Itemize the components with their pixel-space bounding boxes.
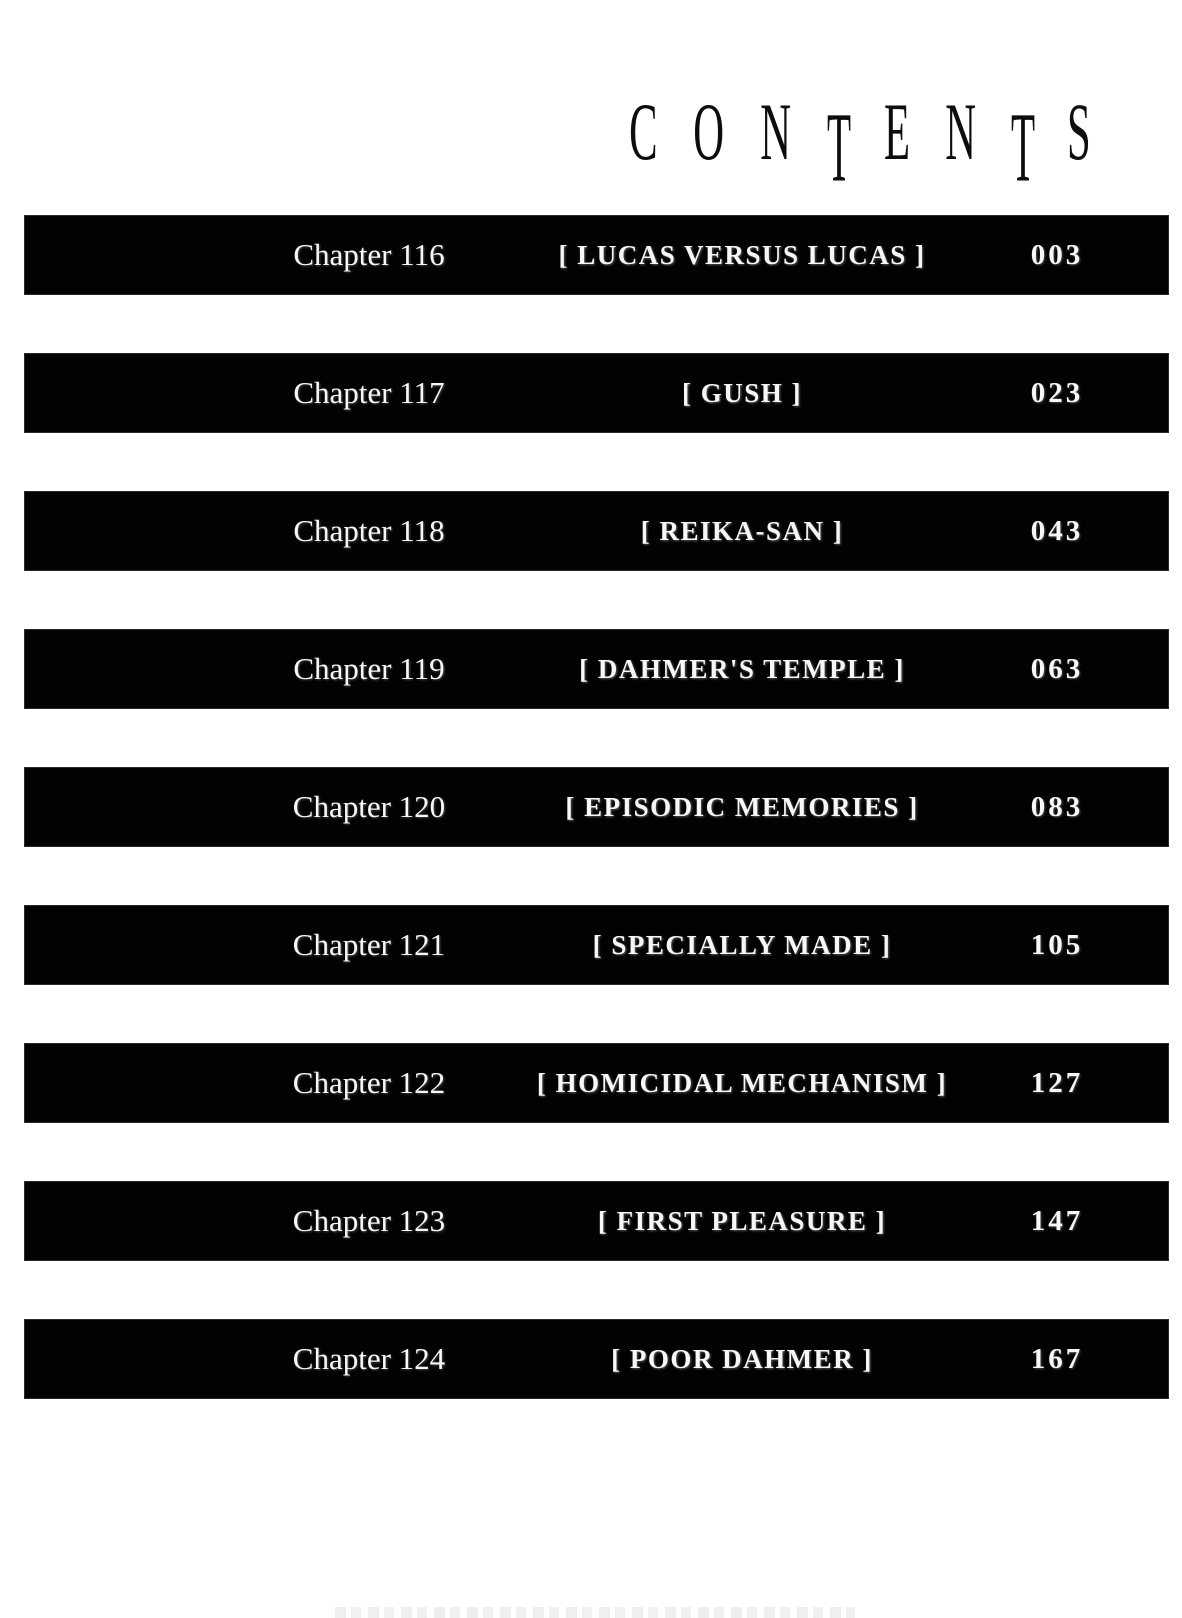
page-number: 147 [1030,1205,1084,1237]
page-number: 105 [1030,929,1084,961]
toc-row [25,1320,1168,1398]
page-number: 083 [1030,791,1084,823]
title-letter: N [760,86,792,177]
chapter-title: [ SPECIALLY MADE ] [592,930,892,960]
chapter-title: [ FIRST PLEASURE ] [597,1206,887,1236]
page-number: 063 [1030,653,1084,685]
chapter-title: [ REIKA-SAN ] [640,516,844,546]
page-number: 127 [1030,1067,1084,1099]
title-letter: N [944,86,976,177]
toc-row [25,630,1168,708]
page-number: 043 [1030,515,1084,547]
chapter-label: Chapter 117 [293,375,445,410]
chapter-label: Chapter 118 [293,513,445,548]
chapter-title: [ DAHMER'S TEMPLE ] [579,654,905,684]
chapter-label: Chapter 124 [292,1341,446,1376]
toc-row [25,492,1168,570]
title-letter: C [629,86,658,177]
faint-cutoff-credit-text [335,1607,855,1618]
page-number: 167 [1030,1343,1084,1375]
page-number: 023 [1030,377,1084,409]
chapter-title: [ LUCAS VERSUS LUCAS ] [558,240,926,270]
toc-row [25,1044,1168,1122]
title-letter: O [693,86,724,177]
title-letter: S [1067,86,1092,177]
chapter-label: Chapter 121 [292,927,446,962]
chapter-label: Chapter 120 [292,789,446,824]
page-title [616,86,1102,203]
chapter-label: Chapter 123 [292,1203,446,1238]
chapter-title: [ HOMICIDAL MECHANISM ] [536,1068,948,1098]
title-letter: T [1011,91,1036,203]
chapter-title: [ GUSH ] [682,378,802,408]
table-of-contents [25,216,1168,1398]
toc-row [25,906,1168,984]
chapter-label: Chapter 119 [293,651,445,686]
toc-row [25,768,1168,846]
toc-row [25,354,1168,432]
page-number: 003 [1030,239,1084,271]
chapter-label: Chapter 116 [293,237,445,272]
chapter-title: [ POOR DAHMER ] [611,1344,873,1374]
title-letter: T [826,91,851,203]
title-letter: E [884,86,911,177]
toc-row [25,1182,1168,1260]
chapter-label: Chapter 122 [292,1065,446,1100]
toc-row [25,216,1168,294]
chapter-title: [ EPISODIC MEMORIES ] [565,792,919,822]
